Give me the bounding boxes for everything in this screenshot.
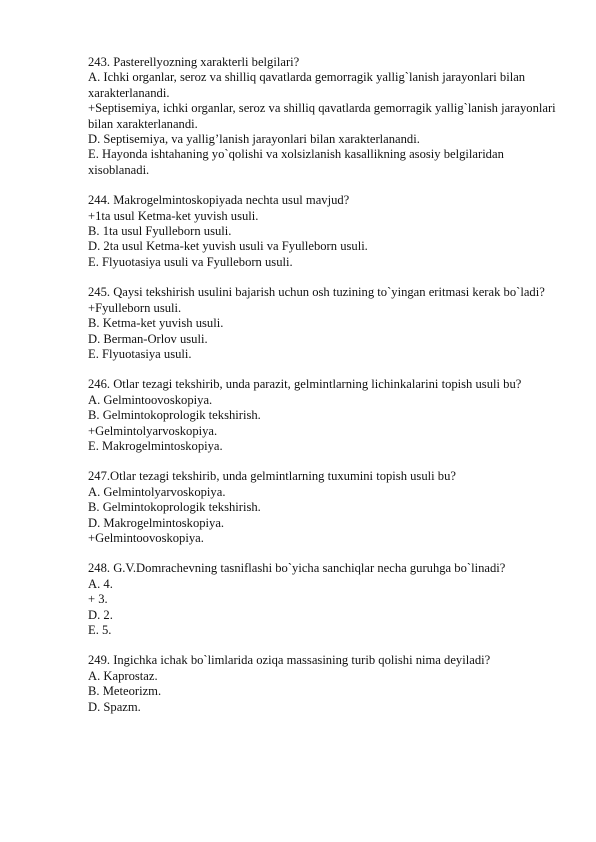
answer-option: E. 5. [88,623,112,637]
question-text: 249. Ingichka ichak bo`limlarida oziqa massasining turib qolishi nima deyiladi? [88,653,491,668]
answer-option: B. 1ta usul Fyulleborn usuli. [88,224,232,239]
question-246 [88,377,568,454]
answer-option: D. Berman-Orlov usuli. [88,331,208,346]
question-text: 244. Makrogelmintoskopiyada nechta usul mavjud? [88,193,350,208]
answer-option: E. Hayonda ishtahaning yo`qolishi va xolsizlanish kasallikning asosiy belgilaridan xisoblanadi. [88,147,504,177]
question-249 [88,653,568,715]
answer-option: D. 2. [88,607,113,622]
question-244 [88,193,568,270]
question-text: 245. Qaysi tekshirish usulini bajarish uchun osh tuzining to`yingan eritmasi kerak bo`ladi? [88,285,545,300]
question-text: 246. Otlar tezagi tekshirib, unda parazit, gelmintlarning lichinkalarini topish usuli bu? [88,377,522,392]
answer-option: B. Meteorizm. [88,684,162,699]
answer-option: +Gelmintoovoskopiya. [88,530,204,545]
answer-option: D. Spazm. [88,699,141,714]
answer-option: D. Septisemiya, va yallig’lanish jarayonlari bilan xarakterlanandi. [88,132,420,147]
answer-option: +Fyulleborn usuli. [88,300,182,315]
question-248 [88,561,568,638]
answer-option: + 3. [88,592,108,607]
answer-option: B. Gelmintokoprologik tekshirish. [88,500,261,515]
answer-option: A. Gelmintolyarvoskopiya. [88,484,226,499]
question-text: 243. Pasterellyozning xarakterli belgilari? [88,55,300,69]
answer-option: B. Ketma-ket yuvish usuli. [88,316,224,331]
answer-option: E. Makrogelmintoskopiya. [88,438,223,453]
question-text: 248. G.V.Domrachevning tasniflashi bo`yicha sanchiqlar necha guruhga bo`linadi? [88,561,506,576]
answer-option: A. Ichki organlar, seroz va shilliq qavatlarda gemorragik yallig`lanish jarayonlari bilan xarakterlanandi. [88,70,526,100]
answer-option: A. Gelmintoovoskopiya. [88,392,213,407]
answer-option: E. Flyuotasiya usuli. [88,346,192,361]
question-text: 247.Otlar tezagi tekshirib, unda gelmintlarning tuxumini topish usuli bu? [88,469,456,484]
answer-option: +Septisemiya, ichki organlar, seroz va shilliq qavatlarda gemorragik yallig`lanish jarayonlari bilan xarakterlanandi. [88,101,556,131]
question-247 [88,469,568,546]
answer-option: E. Flyuotasiya usuli va Fyulleborn usuli. [88,254,293,269]
answer-option: A. 4. [88,576,113,591]
answer-option: +1ta usul Ketma-ket yuvish usuli. [88,208,259,223]
answer-option: A. Kaprostaz. [88,668,158,683]
document-page [88,55,568,730]
answer-option: D. 2ta usul Ketma-ket yuvish usuli va Fyulleborn usuli. [88,239,368,254]
answer-option: +Gelmintolyarvoskopiya. [88,423,218,438]
answer-option: B. Gelmintokoprologik tekshirish. [88,408,261,423]
answer-option: D. Makrogelmintoskopiya. [88,515,225,530]
question-243 [88,55,568,178]
question-245 [88,285,568,362]
